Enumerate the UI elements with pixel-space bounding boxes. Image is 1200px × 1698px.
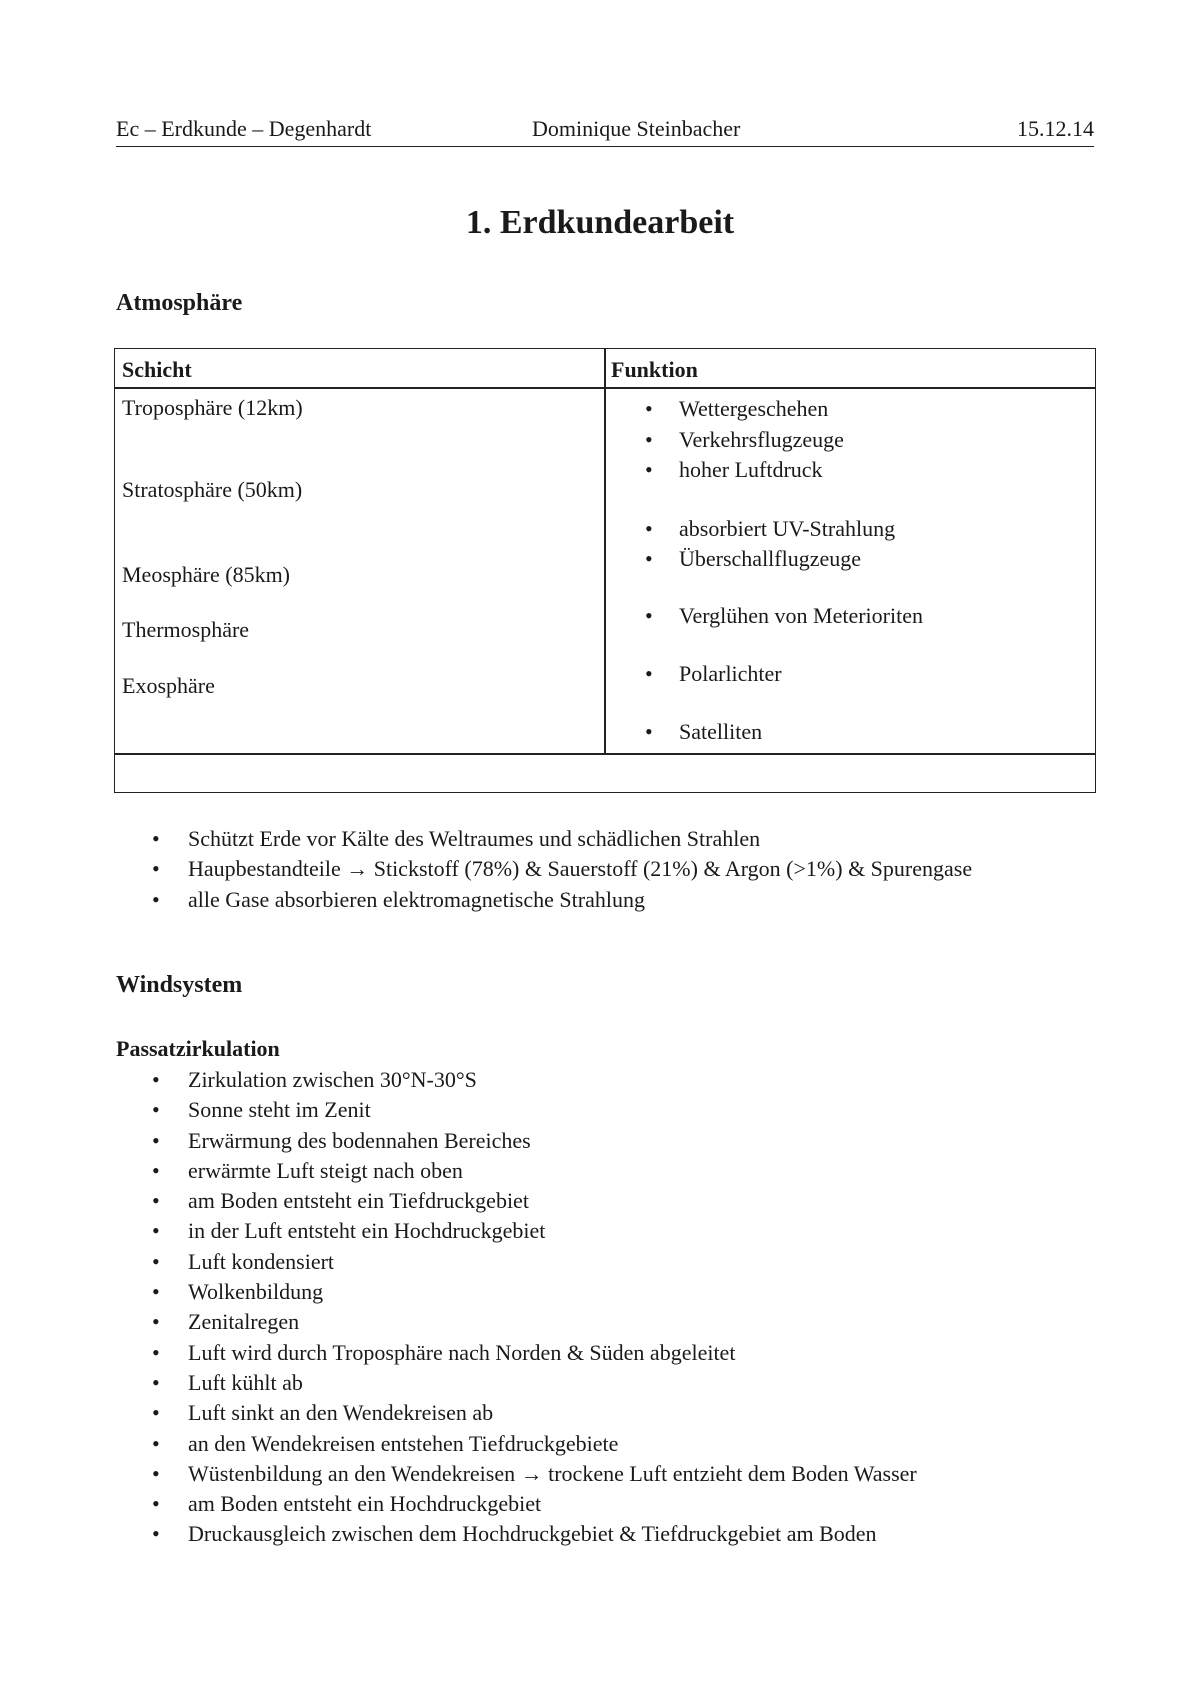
function-item-text: Verkehrsflugzeuge <box>679 427 844 452</box>
bullet-icon: • <box>152 1400 160 1426</box>
list-item-text: Erwärmung des bodennahen Bereiches <box>188 1127 531 1153</box>
list-item-text: Haupbestandteile → Stickstoff (78%) & Sauerstoff (21%) & Argon (>1%) & Spurengase <box>188 856 973 882</box>
bullet-icon: • <box>152 1097 160 1123</box>
bullet-icon: • <box>645 603 653 628</box>
function-item-text: hoher Luftdruck <box>679 457 823 482</box>
list-item-text: in der Luft entsteht ein Hochdruckgebiet <box>188 1218 546 1244</box>
bullet-icon: • <box>152 1127 160 1153</box>
layer-cell: Exosphäre <box>122 673 215 698</box>
bullet-icon: • <box>645 396 653 421</box>
header-author: Dominique Steinbacher <box>532 116 741 141</box>
list-item-text: Zirkulation zwischen 30°N-30°S <box>188 1067 477 1092</box>
bullet-icon: • <box>152 1248 160 1274</box>
list-item-text: an den Wendekreisen entstehen Tiefdruckgebiete <box>188 1430 619 1456</box>
list-item-text: Schützt Erde vor Kälte des Weltraumes und schädlichen Strahlen <box>188 826 761 851</box>
bullet-icon: • <box>645 427 653 452</box>
bullet-icon: • <box>152 1279 160 1305</box>
list-item-text: Luft wird durch Troposphäre nach Norden & Süden abgeleitet <box>188 1339 736 1365</box>
bullet-icon: • <box>152 826 160 851</box>
bullet-icon: • <box>152 1218 160 1244</box>
table-column-divider <box>604 349 606 753</box>
table-header-divider <box>115 387 1095 389</box>
list-item-text: Wüstenbildung an den Wendekreisen → trockene Luft entzieht dem Boden Wasser <box>188 1460 917 1486</box>
bullet-icon: • <box>645 457 653 482</box>
document-title: 1. Erdkundearbeit <box>465 204 735 241</box>
bullet-icon: • <box>152 1521 160 1547</box>
table-header-function: Funktion <box>611 357 698 382</box>
list-item-text: am Boden entsteht ein Tiefdruckgebiet <box>188 1188 529 1214</box>
section-heading-atmosphere: Atmosphäre <box>116 290 243 316</box>
layer-cell: Meosphäre (85km) <box>122 562 291 587</box>
atmosphere-table <box>114 348 1096 793</box>
bullet-icon: • <box>152 856 160 882</box>
bullet-icon: • <box>152 1188 160 1214</box>
function-item-text: absorbiert UV-Strahlung <box>679 516 896 541</box>
list-item-text: Wolkenbildung <box>188 1279 324 1305</box>
section-heading-windsystem: Windsystem <box>116 972 243 998</box>
list-item-text: Druckausgleich zwischen dem Hochdruckgebiet & Tiefdruckgebiet am Boden <box>188 1521 877 1547</box>
bullet-icon: • <box>152 1067 160 1092</box>
function-item-text: Wettergeschehen <box>679 396 829 421</box>
layer-cell: Troposphäre (12km) <box>122 395 303 420</box>
list-item-text: Luft kühlt ab <box>188 1369 303 1395</box>
bullet-icon: • <box>152 1309 160 1335</box>
list-item-text: Luft kondensiert <box>188 1248 335 1274</box>
layer-cell: Thermosphäre <box>122 617 250 642</box>
layer-cell: Stratosphäre (50km) <box>122 477 303 502</box>
bullet-icon: • <box>645 661 653 686</box>
bullet-icon: • <box>645 719 653 744</box>
subheading-passatzirkulation: Passatzirkulation <box>116 1036 280 1061</box>
function-item-text: Verglühen von Meterioriten <box>679 603 923 628</box>
bullet-icon: • <box>152 1460 160 1486</box>
bullet-icon: • <box>645 516 653 541</box>
bullet-icon: • <box>152 1430 160 1456</box>
bullet-icon: • <box>152 1491 160 1517</box>
list-item-text: alle Gase absorbieren elektromagnetische Strahlung <box>188 886 645 912</box>
bullet-icon: • <box>645 546 653 571</box>
function-item-text: Polarlichter <box>679 661 782 686</box>
bullet-icon: • <box>152 886 160 912</box>
list-item-text: Zenitalregen <box>188 1309 300 1335</box>
bullet-icon: • <box>152 1339 160 1365</box>
list-item-text: Sonne steht im Zenit <box>188 1097 371 1123</box>
list-item-text: erwärmte Luft steigt nach oben <box>188 1157 463 1183</box>
header-date: 15.12.14 <box>1017 116 1094 141</box>
bullet-icon: • <box>152 1369 160 1395</box>
page-header <box>116 116 1094 147</box>
list-item-text: am Boden entsteht ein Hochdruckgebiet <box>188 1491 542 1517</box>
function-item-text: Überschallflugzeuge <box>679 546 862 571</box>
list-item-text: Luft sinkt an den Wendekreisen ab <box>188 1400 494 1426</box>
table-header-layer: Schicht <box>122 357 192 382</box>
function-item-text: Satelliten <box>679 719 763 744</box>
bullet-icon: • <box>152 1157 160 1183</box>
table-footer-divider <box>115 753 1095 755</box>
header-course: Ec – Erdkunde – Degenhardt <box>116 116 372 141</box>
